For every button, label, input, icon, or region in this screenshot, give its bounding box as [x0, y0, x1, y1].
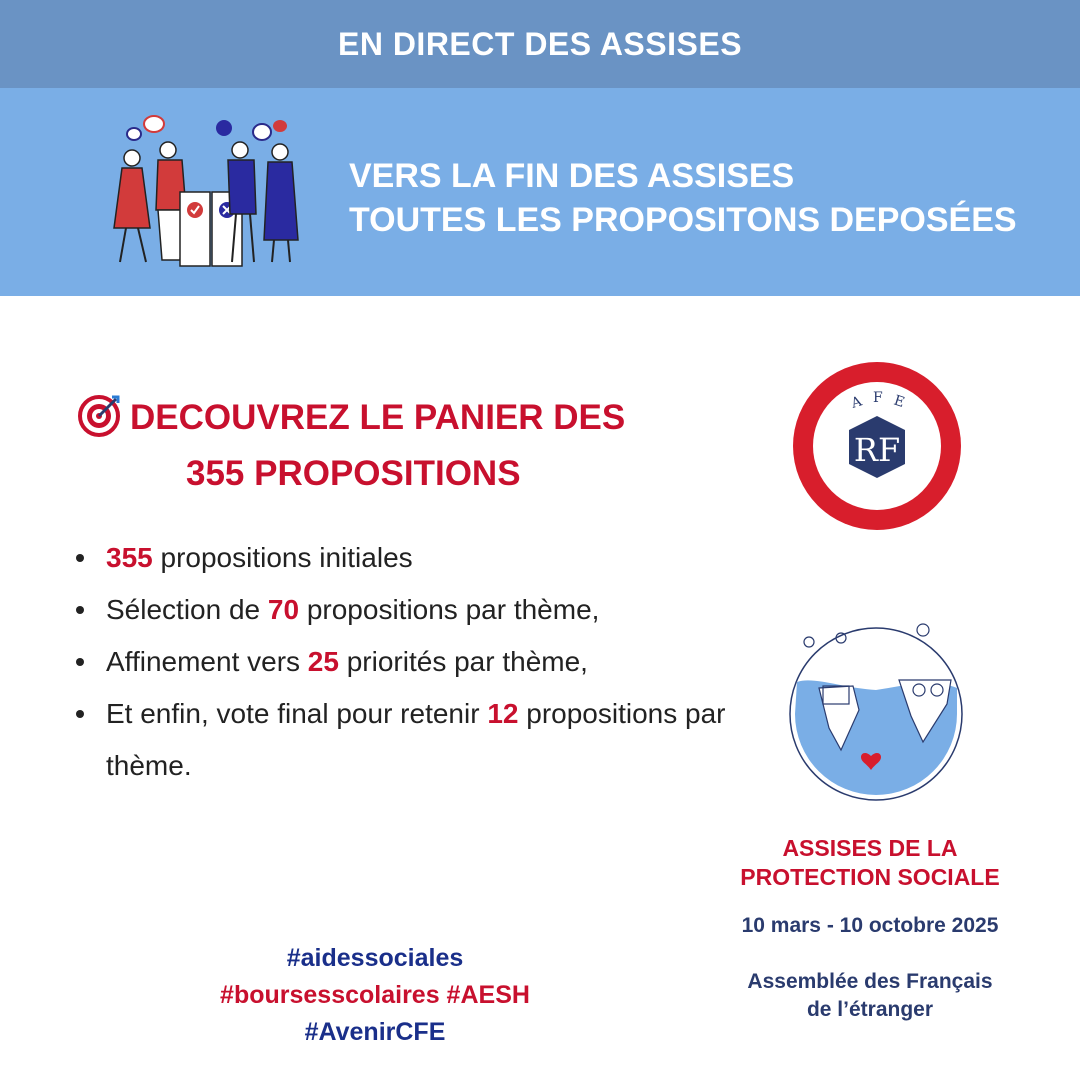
event-dates: 10 mars - 10 octobre 2025 — [741, 914, 999, 937]
afe-top-text-letter: F — [873, 390, 883, 406]
hashtag-line-3: #AvenirCFE — [304, 1018, 446, 1046]
banner-line-1: VERS LA FIN DES ASSISES — [349, 157, 795, 195]
hashtag-line-2: #boursesscolaires #AESH — [220, 981, 530, 1009]
list-item: Et enfin, vote final pour retenir 12 propositions par thème. — [76, 688, 736, 792]
header-title: EN DIRECT DES ASSISES — [337, 25, 743, 62]
proposition-steps-list — [76, 532, 736, 792]
event-title: ASSISES DE LA PROTECTION SOCIALE — [740, 835, 1000, 890]
banner-line-2: TOUTES LES PROPOSITONS DEPOSÉES — [349, 201, 1017, 239]
step-number: 355 — [106, 542, 153, 573]
headline-line-1: DECOUVREZ LE PANIER DES — [130, 398, 626, 437]
headline-line-2: 355 PROPOSITIONS — [186, 454, 521, 493]
banner-text — [349, 154, 1017, 242]
list-item: 355 propositions initiales — [76, 532, 736, 584]
list-item: Affinement vers 25 priorités par thème, — [76, 636, 736, 688]
header-bar — [0, 0, 1080, 88]
globe-logo — [783, 618, 969, 804]
voting-people-illustration — [104, 110, 324, 272]
afe-logo — [791, 360, 963, 532]
step-number: 70 — [267, 594, 300, 625]
list-item: Sélection de 70 propositions par thème, — [76, 584, 736, 636]
svg-text:A: A — [849, 393, 864, 412]
target-icon — [78, 393, 122, 437]
svg-text:E: E — [891, 392, 907, 411]
svg-text:RF: RF — [853, 431, 901, 469]
hashtag-line-1: #aidessociales — [286, 944, 464, 972]
hashtags — [180, 940, 570, 1051]
step-number: 25 — [307, 646, 339, 677]
headline — [78, 390, 718, 502]
event-organizer: Assemblée des Français de l’étranger — [747, 970, 993, 1021]
step-number: 12 — [487, 698, 519, 729]
